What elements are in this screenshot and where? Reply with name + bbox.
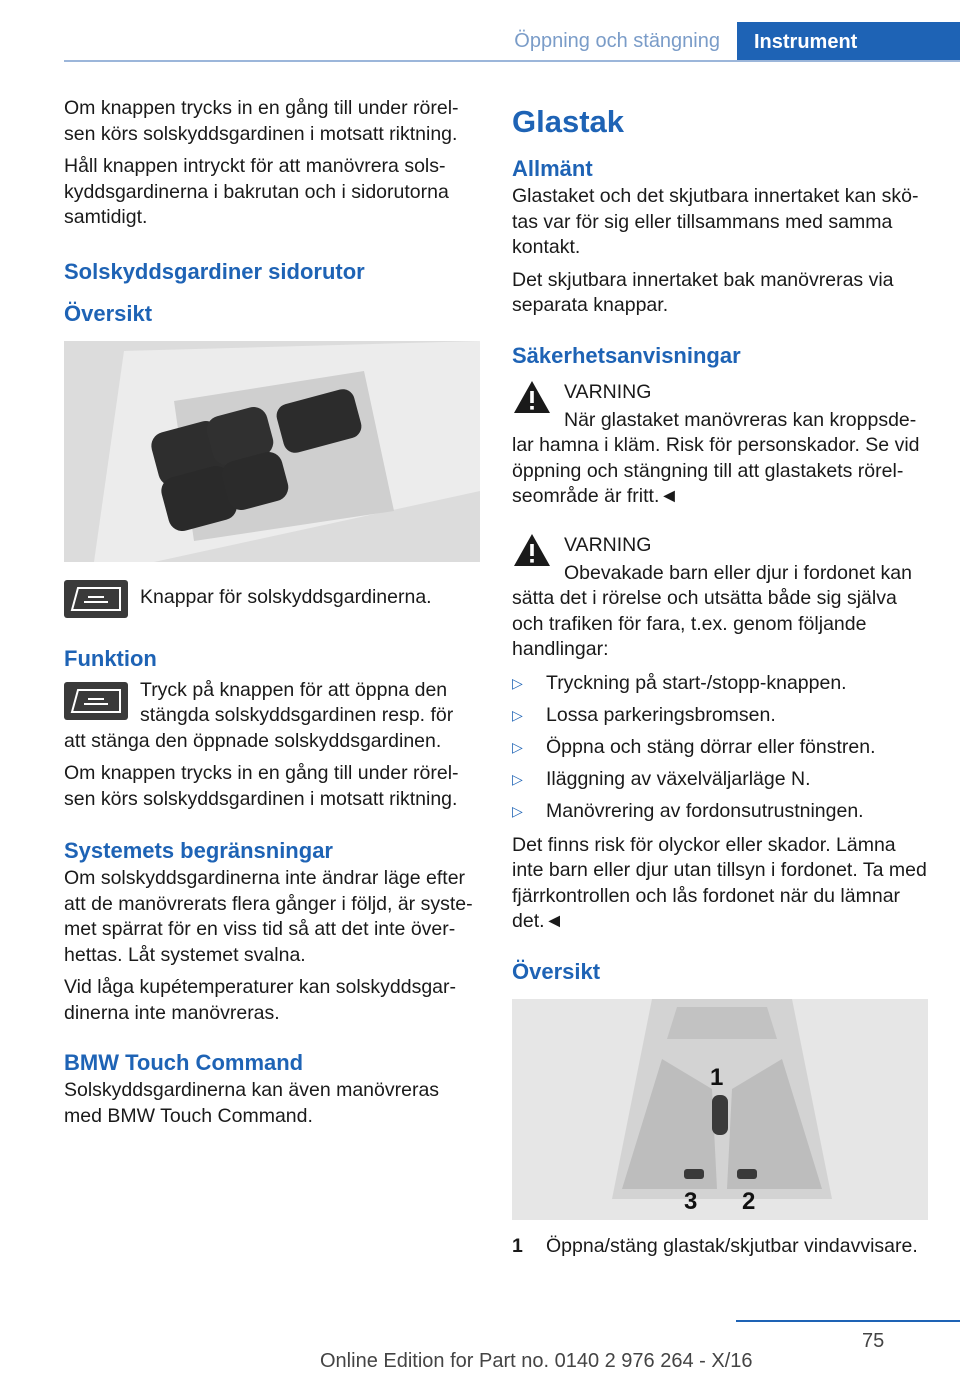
roof-console-illustration — [512, 999, 928, 1220]
header-divider — [64, 60, 960, 62]
heading-overview: Översikt — [64, 300, 153, 326]
legend-text: Öppna/stäng glastak/skjutbar vindavvisare. — [546, 1234, 918, 1257]
paragraph: Om knappen trycks in en gång till under rörel-sen körs solskyddsgardinen i motsatt riktning. — [64, 97, 459, 145]
button-panel-illustration — [64, 341, 480, 562]
heading-safety: Säkerhetsanvisningar — [512, 342, 741, 368]
header-chapter-tab: Instrument — [737, 22, 960, 62]
page-footer — [0, 1320, 960, 1372]
list-item: ▷ Manövrering av fordonsutrustningen. — [512, 795, 928, 827]
header-section: Öppning och stängning — [514, 30, 720, 52]
bullet-marker-icon: ▷ — [512, 706, 523, 723]
right-column — [512, 102, 928, 1259]
warning-text: När glastaket manövreras kan kroppsde-lar hamna i kläm. Risk för personskador. Se vid öppning och stängning till att glastakets rörel-seområde är fritt.◄ — [512, 408, 920, 507]
warning-block — [512, 377, 928, 510]
window-shade-icon — [64, 580, 128, 618]
heading-general: Allmänt — [512, 156, 593, 181]
warning-triangle-icon — [512, 532, 552, 568]
warning-text: Obevakade barn eller djur i fordonet kan sätta det i rörelse och utsätta både sig själva och trafiken för fara, t.ex. genom följande handlingar: — [512, 561, 912, 660]
callout-label-1: 1 — [710, 1063, 724, 1091]
warning-triangle-icon — [512, 379, 552, 415]
paragraph: Det skjutbara innertaket bak manövreras via separata knappar. — [512, 268, 894, 316]
paragraph: Håll knappen intryckt för att manövrera sols-kyddsgardinerna i bakrutan och i sidorutorna samtidigt. — [64, 155, 449, 228]
paragraph: Glastaket och det skjutbara innertaket kan skö-tas var för sig eller tillsammans med samma kontakt. — [512, 185, 919, 258]
callout-label-2: 2 — [742, 1187, 756, 1215]
page-header — [0, 0, 960, 62]
footer-divider — [736, 1320, 960, 1322]
bullet-marker-icon: ▷ — [512, 674, 523, 691]
paragraph: Solskyddsgardinerna kan även manövreras med BMW Touch Command. — [64, 1079, 440, 1127]
list-item: ▷ Iläggning av växelväljarläge N. — [512, 763, 928, 795]
list-item: ▷ Lossa parkeringsbromsen. — [512, 699, 928, 731]
page-number: 75 — [862, 1330, 885, 1352]
legend-item — [512, 1234, 928, 1259]
page-title: Glastak — [512, 104, 625, 139]
warning-title: VARNING — [564, 380, 652, 403]
heading-function: Funktion — [64, 645, 157, 671]
paragraph: Vid låga kupétemperaturer kan solskyddsgar-dinerna inte manövreras. — [64, 976, 457, 1024]
left-column — [64, 96, 480, 1136]
caption-row — [64, 580, 480, 622]
paragraph: Om knappen trycks in en gång till under rörel-sen körs solskyddsgardinen i motsatt riktning. — [64, 762, 459, 810]
heading-overview: Översikt — [512, 958, 601, 984]
side-shade-buttons-photo — [64, 341, 480, 562]
legend-number: 1 — [512, 1234, 523, 1257]
bullet-marker-icon: ▷ — [512, 802, 523, 819]
function-text: Tryck på knappen för att öppna den stängda solskyddsgardinen resp. för att stänga den öppnade solskyddsgardinen. — [64, 678, 454, 752]
footer-edition: Online Edition for Part no. 0140 2 976 264 - X/16 — [320, 1350, 753, 1372]
bullet-list — [512, 667, 928, 827]
paragraph: Om solskyddsgardinerna inte ändrar läge efter att de manövrerats flera gånger i följd, är syste-met spärrat för en viss tid så att det inte över-hettas. Låt systemet svalna. — [64, 867, 473, 966]
callout-label-3: 3 — [684, 1187, 698, 1215]
window-shade-icon — [64, 682, 128, 720]
bullet-marker-icon: ▷ — [512, 770, 523, 787]
warning-title: VARNING — [564, 533, 652, 556]
list-item: ▷ Öppna och stäng dörrar eller fönstren. — [512, 731, 928, 763]
warning-block — [512, 530, 928, 663]
heading-system-limits: Systemets begränsningar — [64, 838, 333, 863]
heading-side-windows: Solskyddsgardiner sidorutor — [64, 258, 365, 284]
paragraph: Det finns risk för olyckor eller skador. Lämna inte barn eller djur utan tillsyn i fordonet. Ta med fjärrkontrollen och lås fordonet när du lämnar det.◄ — [512, 833, 927, 932]
list-item: ▷ Tryckning på start-/stopp-knappen. — [512, 667, 928, 699]
figure-caption: Knappar för solskyddsgardinerna. — [140, 585, 432, 608]
function-row — [64, 678, 480, 755]
bullet-marker-icon: ▷ — [512, 738, 523, 755]
glass-roof-controls-photo — [512, 999, 928, 1220]
heading-touch-command: BMW Touch Command — [64, 1050, 304, 1075]
